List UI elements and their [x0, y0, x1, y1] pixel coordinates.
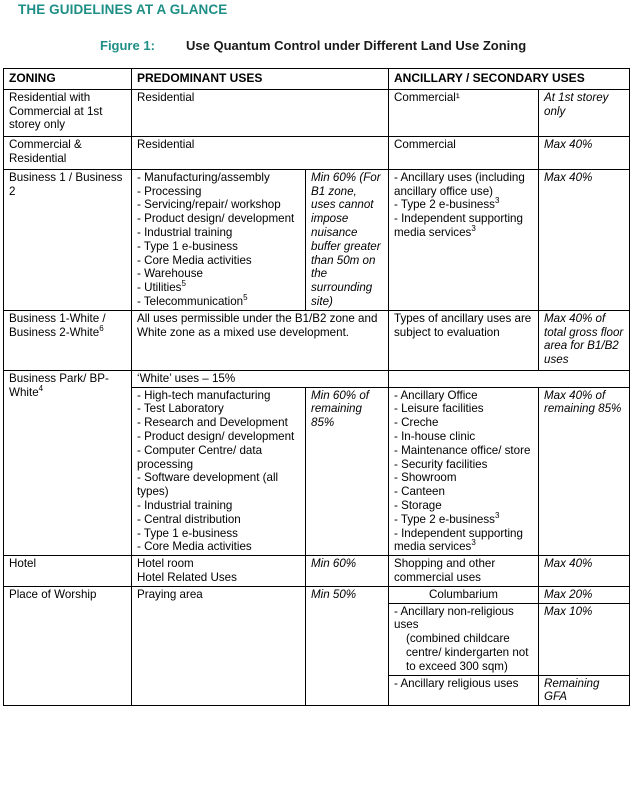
table-row: [4, 169, 630, 310]
list-item: - Servicing/repair/ workshop: [137, 198, 281, 212]
list-item: - Storage: [394, 498, 442, 512]
table-row: [4, 310, 630, 370]
blank-cell: [389, 370, 630, 387]
list-item-text: - Type 2 e-business: [394, 512, 495, 526]
ancillary-cell: [389, 603, 539, 675]
predominant-uses-list: [132, 387, 306, 556]
predominant-cell: Residential: [132, 136, 389, 169]
list-item: [394, 198, 533, 212]
list-item: - Type 1 e-business: [137, 526, 238, 540]
quantum-cell: Max 40%: [539, 169, 630, 310]
list-item: - Software development (all types): [137, 471, 279, 499]
list-item-text: - Independent supporting media services: [394, 526, 523, 554]
quantum-cell: Max 40%: [539, 136, 630, 169]
predominant-cell: All uses permissible under the B1/B2 zone and White zone as a mixed use development.: [132, 310, 389, 370]
footnote-ref: 3: [494, 196, 500, 206]
zoning-text: Business 2-White: [9, 325, 100, 339]
ancillary-cell: - Ancillary religious uses: [389, 675, 539, 706]
table-row: [4, 586, 630, 603]
list-item: - Leisure facilities: [394, 402, 484, 416]
footnote-ref: 6: [99, 323, 104, 333]
quantum-cell: Max 40%: [539, 556, 630, 587]
footnote-ref: 5: [181, 279, 186, 289]
header-ancillary: ANCILLARY / SECONDARY USES: [389, 69, 630, 90]
list-item: - Creche: [394, 416, 439, 430]
list-item: - Showroom: [394, 471, 457, 485]
minimum-cell: Min 60% of remaining 85%: [306, 387, 389, 556]
list-item: - Industrial training: [137, 498, 233, 512]
quantum-cell: At 1st storey only: [539, 89, 630, 136]
list-item: - Product design/ development: [137, 429, 295, 443]
table-header-row: [4, 69, 630, 90]
ancillary-cell: Commercial: [389, 136, 539, 169]
list-item: - Maintenance office/ store: [394, 443, 531, 457]
list-item: - Canteen: [394, 485, 445, 499]
section-heading: THE GUIDELINES AT A GLANCE: [18, 2, 228, 17]
table-row: [4, 89, 630, 136]
quantum-cell: Remaining GFA: [539, 675, 630, 706]
header-zoning: ZONING: [4, 69, 132, 90]
list-item: - Ancillary Office: [394, 388, 478, 402]
list-item: - Core Media activities: [137, 253, 252, 267]
zoning-cell: Place of Worship: [4, 586, 132, 705]
ancillary-uses-list: [389, 387, 539, 556]
predominant-cell: [132, 556, 306, 587]
footnote-ref: 4: [38, 383, 44, 393]
zoning-cell: [4, 310, 132, 370]
zoning-line: [9, 323, 126, 340]
footnote-ref: 3: [494, 510, 500, 520]
footnote-ref: 3: [471, 224, 476, 234]
zoning-line: Business 1-White /: [9, 311, 106, 325]
list-item-text: - Utilities: [137, 281, 182, 295]
list-item: - Ancillary non-religious uses: [394, 604, 514, 632]
list-item: [137, 295, 300, 309]
minimum-cell: Min 60% (For B1 zone, uses cannot impose nuisance buffer greater than 50m on the surrounding site): [306, 169, 389, 310]
ancillary-uses-list: [389, 169, 539, 310]
zoning-table: [3, 68, 630, 706]
minimum-cell: Min 60%: [306, 556, 389, 587]
footnote-ref: 3: [471, 538, 476, 548]
footnote-ref: 5: [243, 293, 248, 303]
ancillary-cell: Shopping and other commercial uses: [389, 556, 539, 587]
list-item: [394, 510, 533, 527]
list-item: - Research and Development: [137, 416, 288, 430]
list-item-note: (combined childcare centre/ kindergarten not to exceed 300 sqm): [406, 632, 529, 673]
list-item: - Computer Centre/ data processing: [137, 443, 263, 471]
zoning-cell: Business 1 / Business 2: [4, 169, 132, 310]
list-item: - Manufacturing/assembly: [137, 170, 270, 184]
header-predominant: PREDOMINANT USES: [132, 69, 389, 90]
ancillary-cell: Columbarium: [389, 586, 539, 603]
list-item: [137, 281, 300, 295]
list-item: [394, 527, 533, 555]
list-item: Hotel room: [137, 557, 194, 571]
quantum-cell: Max 10%: [539, 603, 630, 675]
list-item: - Security facilities: [394, 457, 488, 471]
figure-title: Use Quantum Control under Different Land Use Zoning: [186, 38, 527, 53]
list-item: - Core Media activities: [137, 540, 252, 554]
list-item-text: - Telecommunication: [137, 294, 244, 308]
zoning-cell: Residential with Commercial at 1st storey only: [4, 89, 132, 136]
list-item: - Product design/ development: [137, 212, 295, 226]
quantum-cell: Max 40% of remaining 85%: [539, 387, 630, 556]
list-item: - Processing: [137, 184, 202, 198]
ancillary-cell: Types of ancillary uses are subject to evaluation: [389, 310, 539, 370]
table-row: [4, 136, 630, 169]
list-item: - In-house clinic: [394, 429, 476, 443]
figure-number: Figure 1:: [100, 38, 155, 53]
list-item: [394, 212, 533, 240]
zoning-cell: Commercial & Residential: [4, 136, 132, 169]
predominant-cell: Residential: [132, 89, 389, 136]
list-item: - High-tech manufacturing: [137, 388, 271, 402]
white-uses-cell: ‘White’ uses – 15%: [132, 370, 389, 387]
list-item: - Ancillary uses (including ancillary office use): [394, 170, 525, 198]
list-item: Hotel Related Uses: [137, 570, 237, 584]
predominant-uses-list: [132, 169, 306, 310]
table-row: [4, 556, 630, 587]
minimum-cell: Min 50%: [306, 586, 389, 705]
ancillary-cell: Commercial¹: [389, 89, 539, 136]
list-item: - Industrial training: [137, 225, 233, 239]
list-item-text: - Type 2 e-business: [394, 198, 495, 212]
list-item: - Warehouse: [137, 267, 203, 281]
list-item-text: - Independent supporting media services: [394, 212, 523, 239]
quantum-cell: Max 20%: [539, 586, 630, 603]
zoning-cell: [4, 370, 132, 555]
zoning-cell: Hotel: [4, 556, 132, 587]
list-item: - Central distribution: [137, 512, 241, 526]
predominant-cell: Praying area: [132, 586, 306, 705]
quantum-cell: Max 40% of total gross floor area for B1/B2 uses: [539, 310, 630, 370]
list-item: - Type 1 e-business: [137, 239, 238, 253]
zoning-text: Business Park/ BP-White: [9, 371, 109, 399]
list-item: - Test Laboratory: [137, 402, 224, 416]
table-row: [4, 370, 630, 387]
